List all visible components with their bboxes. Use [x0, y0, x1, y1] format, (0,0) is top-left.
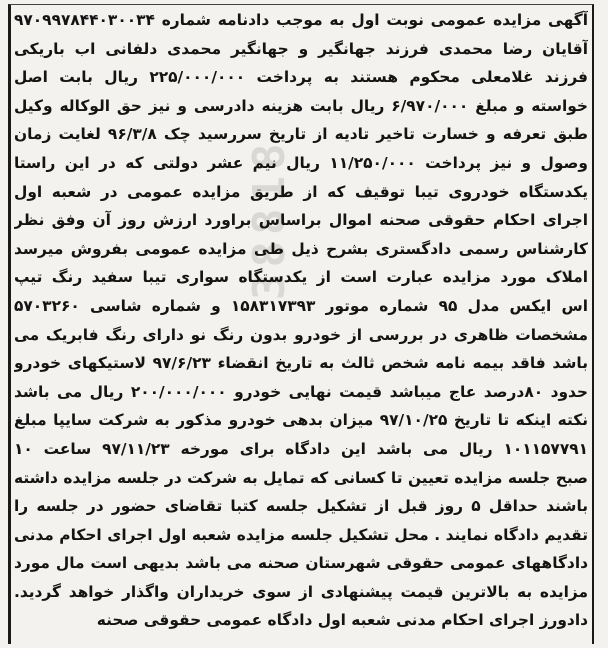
- notice-text-line: املاک مورد مزایده عبارت است از یکدستگاه سواری تیبا سفید رنگ تیپ: [14, 268, 588, 287]
- notice-text-line: اجرای احکام حقوقی صحنه اموال براساس براورد ارزش روز آن وفق نظر: [14, 211, 588, 230]
- notice-text-line: باشند حداقل ۵ روز قبل از تشکیل جلسه کتبا تقاضای حضور در جلسه را: [14, 497, 588, 516]
- notice-text-line: کارشناس رسمی دادگستری بشرح ذیل طی مزایده عمومی بفروش میرسد: [14, 239, 588, 258]
- notice-text-line: ۱۰۱۱۵۷۷۹۱ ریال می باشد این دادگاه برای مورخه ۹۷/۱۱/۲۳ ساعت ۱۰: [14, 439, 588, 458]
- notice-text-line: طبق تعرفه و خسارت تاخیر تادیه از تاریخ سررسید چک ۹۶/۳/۸ لغایت زمان: [14, 125, 588, 144]
- notice-text-line: نکته اینکه تا تاریخ ۹۷/۱۰/۲۵ میزان بدهی خودرو مذکور به شرکت سایپا مبلغ: [14, 411, 588, 430]
- notice-text-line: مشخصات ظاهری در بررسی از خودرو بدون رنگ نو دارای رنگ فابریک می: [14, 325, 588, 344]
- notice-text-line: وصول و نیز پرداخت ۱۱/۲۵۰/۰۰۰ ریال نیم عشر دولتی که در این راستا: [14, 153, 588, 172]
- notice-text-line: دادورز اجرای احکام مدنی شعبه اول دادگاه عمومی حقوقی صحنه: [96, 611, 588, 630]
- notice-text-line: صبح جلسه مزایده تعیین تا کسانی که تمایل به شرکت در جلسه مزایده داشته: [14, 468, 588, 487]
- notice-text-line: باشد فاقد بیمه نامه شخص ثالث به تاریخ انقضاء ۹۷/۶/۲۳ لاستیکهای خودرو: [14, 354, 588, 373]
- notice-text-line: یکدستگاه خودروی تیبا توقیف که از طریق مزایده عمومی در شعبه اول: [14, 182, 588, 201]
- notice-text-line: دادگاههای عمومی حقوقی شهرستان صحنه می باشد بدیهی است مال مورد: [14, 554, 588, 573]
- notice-text-line: اس ایکس مدل ۹۵ شماره موتور ۱۵۸۳۱۷۳۹۳ و شماره شاسی ۵۷۰۳۲۶۰: [14, 296, 588, 315]
- notice-text-line: مزایده به بالاترین قیمت پیشنهادی از سوی خریداران واگذار خواهد گردید.: [14, 582, 588, 601]
- notice-text-line: حدود ۸۰درصد عاج میباشد قیمت نهایی خودرو ۲۰۰/۰۰۰/۰۰۰ ریال می باشد: [14, 382, 588, 401]
- notice-text-line: خواسته و مبلغ ۶/۹۷۰/۰۰۰ ریال بابت هزینه دادرسی و نیز حق الوکاله وکیل: [14, 96, 588, 115]
- notice-title-line: آگهی مزایده عمومی نوبت اول به موجب دادنامه شماره ۹۷۰۹۹۷۸۴۴۰۳۰۰۳۴: [14, 11, 588, 29]
- auction-notice: [14, 6, 588, 635]
- notice-text-line: فرزند غلامعلی محکوم هستند به پرداخت ۲۲۵/۰۰۰/۰۰۰ ریال بابت اصل: [14, 68, 588, 87]
- watermark-text: 38818: [244, 137, 295, 300]
- notice-text-line: آقایان رضا محمدی فرزند جهانگیر و جهانگیر محمدی دلفانی اب باریکی: [14, 39, 588, 58]
- notice-text-line: تقدیم دادگاه نمایند . محل تشکیل جلسه مزایده شعبه اول اجرای احکام مدنی: [14, 525, 588, 544]
